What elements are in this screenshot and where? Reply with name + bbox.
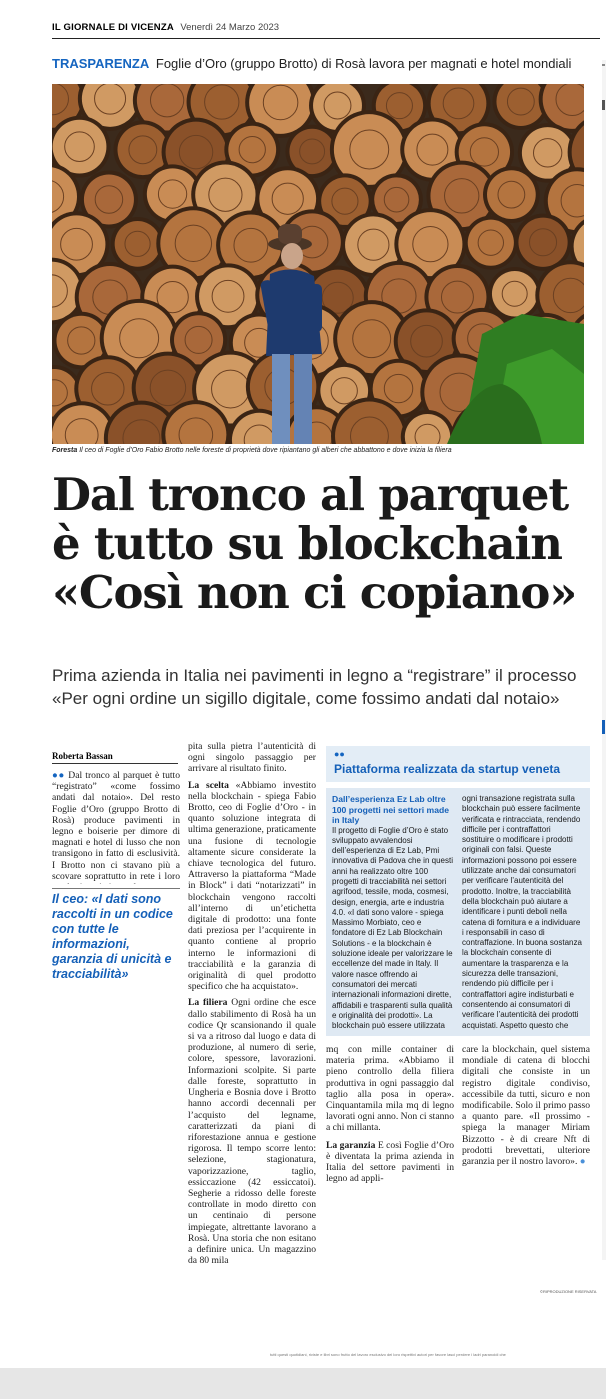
photo-caption	[52, 447, 592, 454]
headline-line-3: «Così non ci copiano»	[52, 566, 577, 619]
sidebar-column-left	[332, 794, 454, 1032]
subhead-line-2: «Per ogni ordine un sigillo digitale, come fossimo andati dal notaio»	[52, 689, 560, 708]
column-4-para-1	[462, 1044, 590, 1167]
sidebar-left-text: Il progetto di Foglie d’Oro è stato sviluppato avvalendosi dell’esperienza di Ez Lab, Pmi innovativa di Padova che in questi anni ha realizzato oltre 100 progetti di tracciabilità nei settori agrifood, tessile, moda, cosmesi, design, energia, arte e industria 4.0. «I dati sono valore - spiega Massimo Morbiato, ceo e fondatore di Ez Lab Blockchain Solutions - e la blockchain è soluzione ideale per valorizzare le eccellenze del made in Italy. Il valore nasce offrendo ai consumatori dei mercati internazionali informazioni dirette, affidabili e trasparenti sulla qualità e originalità dei prodotti». La blockchain può essere utilizzata	[332, 825, 453, 1031]
byline: Roberta Bassan	[52, 751, 113, 761]
column-3-para-1: mq con mille container di materia prima. «Abbiamo il pieno controllo della filiera produttiva in ogni passaggio dal taglio alla posa in opera». Cinquantamila mila mq di legno lavorati ogni anno. Non ci stanno a chi millanta.	[326, 1044, 454, 1134]
masthead-rule	[52, 38, 600, 39]
sidebar-box-title: Piattaforma realizzata da startup veneta	[334, 762, 561, 776]
section-lead-garanzia: La garanzia	[326, 1139, 376, 1151]
byline-rule	[52, 763, 178, 764]
caption-text: Il ceo di Foglie d’Oro Fabio Brotto nelle foreste di proprietà dove ripiantano gli alberi che abbattono e dove inizia la filiera	[77, 447, 452, 454]
subhead-line-1: Prima azienda in Italia nei pavimenti in legno a “registrare” il processo	[52, 666, 577, 685]
subheadline	[52, 664, 600, 710]
newspaper-name: IL GIORNALE DI VICENZA	[52, 22, 174, 33]
column-2-para-2-text: «Abbiamo investito nella blockchain - spiega Fabio Brotto, ceo di Foglie d’Oro - in quanto soluzione integrata di ultima generazione, praticamente una fusione di tecnologie altamente sicure considerate la chiave tecnologica del futuro. Attraverso la piattaforma “Made in Block” i dati “notarizzati” in blockchain vengono raccolti all’interno di un’etichetta digitale di prodotto: una fonte dati preziosa per l’acquirente in quanto contiene al proprio interno le informazioni di tracciabilità e la garanzia di originalità di quel prodotto specifico che ha acquistato».	[188, 779, 316, 993]
column-2-para-3	[188, 997, 316, 1266]
pullquote-text: «I dati sono raccolti in un codice con tutte le informazioni, garanzia di unicità e tracciabilità»	[52, 892, 173, 981]
pullquote-rule	[52, 888, 180, 889]
column-1-body: Dal tronco al parquet è tutto “registrato” «come fossimo andati dal notaio». Del resto Foglie d’Oro (gruppo Brotto di Rosà) produce pavimenti in legno e boiserie per dimore di magnati e hotel di lusso che non transigono in fatto di esclusività. I Brotto non ci stavano più a scovare soprattutto in rete i loro	[52, 770, 180, 882]
section-lead-scelta: La scelta	[188, 779, 229, 791]
headline	[52, 470, 600, 617]
issue-date: Venerdì 24 Marzo 2023	[180, 22, 280, 33]
kicker-label: TRASPARENZA	[52, 56, 150, 71]
article-column-3	[326, 1044, 454, 1300]
column-2-para-1: pita sulla pietra l’autenticità di ogni singolo passaggio per arrivare al risultato finito.	[188, 741, 316, 775]
log-pile-illustration	[52, 84, 584, 444]
article-column-1	[52, 770, 180, 884]
sidebar-dots-icon: ●●	[334, 749, 345, 759]
masthead	[52, 22, 592, 36]
pullquote	[52, 892, 180, 982]
sidebar-right-text: ogni transazione registrata sulla blockchain può essere facilmente verificata e rintracciata, rendendo difficile per i contraffattori sostituire o modificare i prodotti originali con falsi. Queste informazioni possono poi essere utilizzate anche dai consumatori per verificare l’autenticità del prodotto. Inoltre, la tracciabilità della blockchain può aiutare a identificare i punti deboli nella catena di fornitura e a individuare i responsabili in caso di contraffazione. In buona sostanza la blockchain consente di aumentare la trasparenza e la sicurezza delle transazioni, rendendo più difficile per i contraffattori agire indisturbati e consentendo ai consumatori di verificare l’autenticità dei prodotti acquistati. Aspetto questo che	[462, 794, 582, 1030]
column-2-para-2	[188, 780, 316, 993]
column-4-text: care la blockchain, quel sistema mondiale di catena di blocchi digitali che consiste in un registro digitale condiviso, accessibile da tutti, sicuro e non modificabile. Solo il primo passo a quanto pare. «Il prossimo - spiega la manager Miriam Bizzotto - è di creare Nft di prodotti brevettati, ulteriore garanzia per il nostro lavoro».	[462, 1044, 590, 1168]
footer-note: tutti questi quotidiani, riviste e libri sono frutto del lavoro esclusivo dei loro rispettivi autori per favore lasci perdere i ladri paranoidi che	[270, 1352, 506, 1357]
bullet-dots-icon: ●●	[52, 770, 66, 781]
headline-line-1: Dal tronco al parquet	[52, 468, 568, 521]
article-column-2	[188, 741, 316, 1299]
copyright-notice: ©RIPRODUZIONE RISERVATA	[540, 1289, 597, 1294]
pullquote-label: Il ceo:	[52, 892, 89, 906]
caption-label: Foresta	[52, 447, 78, 454]
article-column-4	[462, 1044, 590, 1286]
column-1-text	[52, 770, 180, 884]
end-mark-icon: ●	[579, 1156, 586, 1168]
column-3-para-2-text: E così Foglie d’Oro è diventata la prima azienda in Italia del settore pavimenti in legno ad appli-	[326, 1139, 454, 1185]
adjacent-page-edge	[596, 40, 606, 1368]
kicker	[52, 56, 571, 71]
section-lead-filiera: La filiera	[188, 997, 228, 1009]
column-2-para-3-text: Ogni ordine che esce dallo stabilimento di Rosà ha un codice Qr scansionando il quale si va a ritroso dal luogo e data di produzione, al numero di serie, colore, spessore, lavorazioni. Informazioni scolpite. Si parte dalle foreste, soprattutto in Ungheria e Bosnia dove i Brotto hanno accordi decennali per l’acquisto del legname, caratterizzati da piani di riforestazione annua e gestione rigorosa. Il tempo scorre lento: selezione, stagionatura, vaporizzazione, taglio, essiccazione (42 essiccatoi). Segherie a ridosso delle foreste controllate in modo diretto con un centinaio di persone impiegate, altrettante lavorano a Rosà. Una storia che non esitano a definire unica. Un magazzino da 80 mila	[188, 997, 316, 1267]
kicker-text: Foglie d’Oro (gruppo Brotto) di Rosà lavora per magnati e hotel mondiali	[155, 56, 572, 71]
headline-line-2: è tutto su blockchain	[52, 517, 562, 570]
sidebar-column-right	[462, 794, 584, 1032]
article-photo	[52, 84, 584, 444]
sidebar-subtitle: Dall’esperienza Ez Lab oltre 100 progetti nei settori made in Italy	[332, 794, 450, 825]
column-3-para-2	[326, 1140, 454, 1185]
